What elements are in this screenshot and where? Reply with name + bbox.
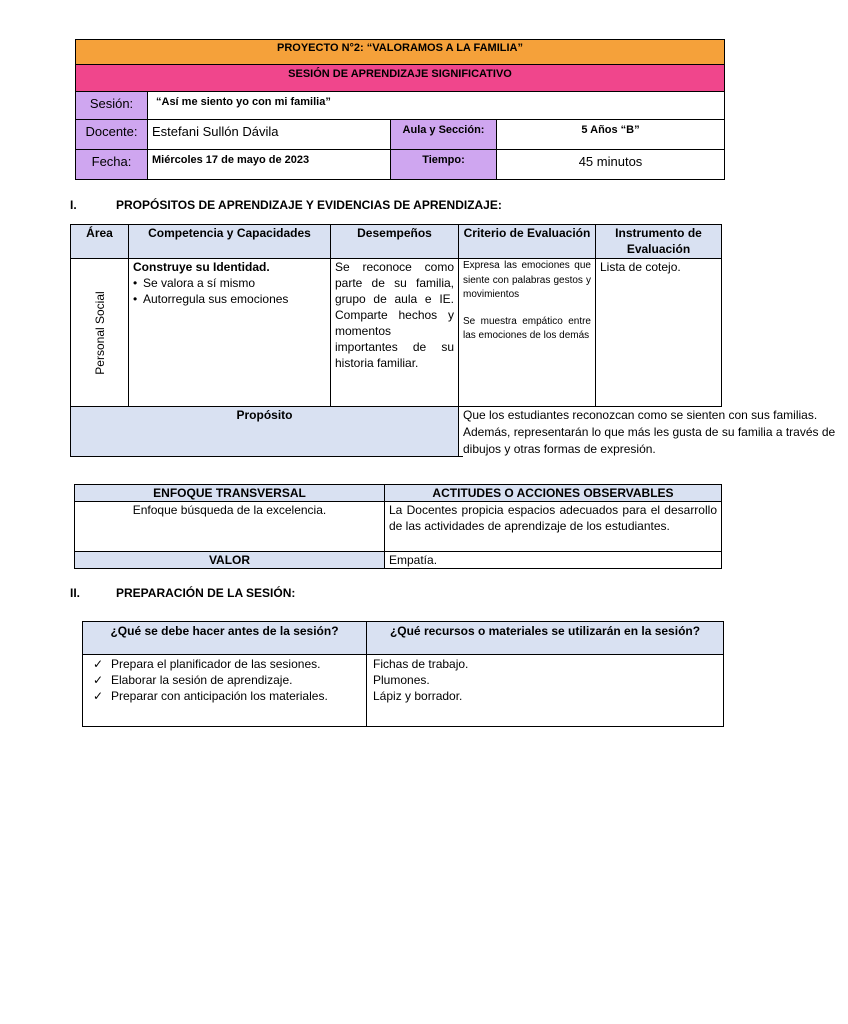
resources-cell bbox=[367, 655, 724, 727]
purpose-label: Propósito bbox=[71, 407, 459, 457]
list-item: ✓ Preparar con anticipación los materiales. bbox=[87, 688, 362, 704]
preparation-table bbox=[82, 621, 724, 727]
value-label: VALOR bbox=[75, 552, 385, 569]
before-list bbox=[87, 656, 362, 704]
purposes-table bbox=[70, 224, 836, 457]
date-value: Miércoles 17 de mayo de 2023 bbox=[148, 150, 391, 180]
resource-item: Fichas de trabajo. bbox=[373, 657, 469, 671]
section-2-number: II. bbox=[70, 586, 81, 600]
section-2-title: PREPARACIÓN DE LA SESIÓN: bbox=[116, 586, 296, 600]
approach-table bbox=[74, 484, 722, 569]
col-resources-header: ¿Qué recursos o materiales se utilizarán en la sesión? bbox=[367, 622, 724, 655]
col-attitudes-header: ACTITUDES O ACCIONES OBSERVABLES bbox=[385, 485, 722, 502]
criteria-2: Se muestra empático entre las emociones de los demás bbox=[463, 315, 591, 341]
section-1-heading bbox=[70, 198, 570, 214]
col-approach-header: ENFOQUE TRANSVERSAL bbox=[75, 485, 385, 502]
capacities-list bbox=[133, 275, 326, 307]
section-1-title: PROPÓSITOS DE APRENDIZAJE Y EVIDENCIAS DE APRENDIZAJE: bbox=[116, 198, 502, 212]
session-value: “Así me siento yo con mi familia” bbox=[148, 92, 725, 120]
list-item: ✓ Prepara el planificador de las sesiones. bbox=[87, 656, 362, 672]
purpose-cell bbox=[459, 407, 836, 457]
criteria-cell bbox=[459, 259, 596, 407]
teacher-value: Estefani Sullón Dávila bbox=[148, 120, 391, 150]
attitude-value: La Docentes propicia espacios adecuados para el desarrollo de las actividades de aprendizaje de los estudiantes. bbox=[385, 502, 722, 552]
classroom-label: Aula y Sección: bbox=[391, 120, 497, 150]
time-value: 45 minutos bbox=[497, 150, 725, 180]
col-instrument-header: Instrumento de Evaluación bbox=[596, 225, 722, 259]
criteria-1: Expresa las emociones que siente con palabras gestos y movimientos bbox=[463, 260, 591, 300]
col-criteria-header: Criterio de Evaluación bbox=[459, 225, 596, 259]
session-header-table bbox=[75, 39, 725, 180]
before-cell bbox=[83, 655, 367, 727]
date-label: Fecha: bbox=[76, 150, 148, 180]
project-title: PROYECTO N°2: “VALORAMOS A LA FAMILIA” bbox=[76, 40, 725, 65]
section-1-number: I. bbox=[70, 198, 77, 212]
session-label: Sesión: bbox=[76, 92, 148, 120]
resource-item: Plumones. bbox=[373, 673, 430, 687]
area-value: Personal Social bbox=[92, 290, 107, 375]
col-competence-header: Competencia y Capacidades bbox=[129, 225, 331, 259]
teacher-label: Docente: bbox=[76, 120, 148, 150]
col-area-header: Área bbox=[71, 225, 129, 259]
list-item: ✓ Elaborar la sesión de aprendizaje. bbox=[87, 672, 362, 688]
list-item: • Autorregula sus emociones bbox=[133, 291, 326, 307]
col-performance-header: Desempeños bbox=[331, 225, 459, 259]
instrument-cell: Lista de cotejo. bbox=[596, 259, 722, 407]
list-item: • Se valora a sí mismo bbox=[133, 275, 326, 291]
area-cell bbox=[71, 259, 129, 407]
value-value: Empatía. bbox=[385, 552, 722, 569]
resource-item: Lápiz y borrador. bbox=[373, 689, 463, 703]
section-2-heading bbox=[70, 586, 470, 602]
purpose-text: Que los estudiantes reconozcan como se sienten con sus familias. Además, representarán lo que más les gusta de su familia a través de dibujos y otras formas de expresión. bbox=[463, 407, 848, 458]
time-label: Tiempo: bbox=[391, 150, 497, 180]
session-type-title: SESIÓN DE APRENDIZAJE SIGNIFICATIVO bbox=[76, 65, 725, 92]
competence-cell bbox=[129, 259, 331, 407]
competence-title: Construye su Identidad. bbox=[133, 260, 270, 274]
col-before-header: ¿Qué se debe hacer antes de la sesión? bbox=[83, 622, 367, 655]
performance-cell: Se reconoce como parte de su familia, grupo de aula e IE. Comparte hechos y momentos importantes de su historia familiar. bbox=[331, 259, 459, 407]
approach-value: Enfoque búsqueda de la excelencia. bbox=[75, 502, 385, 552]
classroom-value: 5 Años “B” bbox=[497, 120, 725, 150]
